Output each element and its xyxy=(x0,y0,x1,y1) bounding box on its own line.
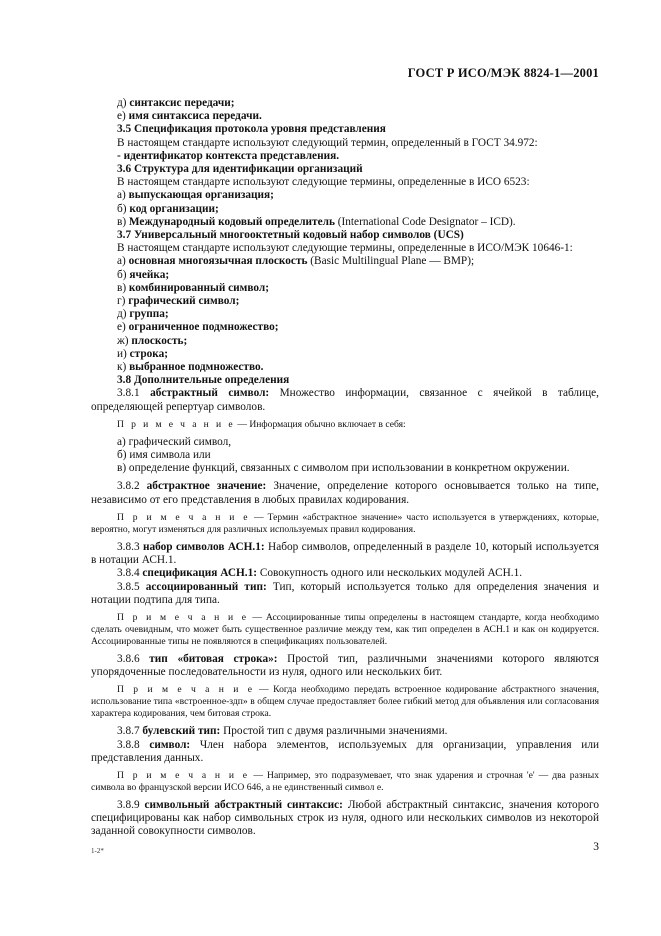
definition-3-8-5: 3.8.5 ассоциированный тип: Тип, который используется только для определения значения и нотации подтипа для типа. xyxy=(91,580,599,606)
print-mark: 1-2* xyxy=(91,847,104,855)
list-item: к) выбранное подмножество. xyxy=(117,361,264,374)
term-item: - идентификатор контекста представления. xyxy=(117,149,340,162)
list-item: в) Международный кодовый определитель (International Code Designator – ICD). xyxy=(117,215,516,228)
list-item: а) графический символ, xyxy=(117,435,232,448)
list-item: д) группа; xyxy=(117,308,169,321)
paragraph: В настоящем стандарте используют следующие термины, определенные в ИСО/МЭК 10646-1: xyxy=(117,242,573,255)
note: П р и м е ч а н и е — Термин «абстрактное значение» часто используется в утверждениях, которые, вероятно, могут изменяться для различных используемых правил кодирования. xyxy=(91,511,599,535)
document-body xyxy=(91,97,599,839)
list-item: е) имя синтаксиса передачи. xyxy=(117,110,262,123)
list-item: д) синтаксис передачи; xyxy=(117,97,235,109)
list-item: а) выпускающая организация; xyxy=(117,189,274,202)
list-item: г) графический символ; xyxy=(117,295,240,308)
definition-3-8-7: 3.8.7 булевский тип: Простой тип с двумя различными значениями. xyxy=(117,725,448,738)
section-heading: 3.5 Спецификация протокола уровня представления xyxy=(117,123,386,136)
note: П р и м е ч а н и е — Информация обычно включает в себя: xyxy=(117,418,406,430)
definition-3-8-8: 3.8.8 символ: Член набора элементов, используемых для организации, управления или представления данных. xyxy=(91,738,600,764)
list-item: и) строка; xyxy=(117,347,169,360)
list-item: б) ячейка; xyxy=(117,268,170,281)
definition-3-8-9: 3.8.9 символьный абстрактный синтаксис: Любой абстрактный синтаксис, значения которого специфицированы как набор символьных строк из нуля, одного или нескольких символов из некоторой заданной совокупности символов. xyxy=(91,798,600,838)
list-item: е) ограниченное подмножество; xyxy=(117,321,279,334)
section-heading: 3.6 Структура для идентификации организаций xyxy=(117,163,363,176)
list-item: в) комбинированный символ; xyxy=(117,281,269,294)
note: П р и м е ч а н и е — Когда необходимо передать встроенное кодирование абстрактного значения, использование типа «встроенное-здп» в общем случае предоставляет более гибкий метод для объявления или согласования характера кодирования, чем битовая строка. xyxy=(91,684,600,720)
note: П р и м е ч а н и е — Например, это подразумевает, что знак ударения и строчная 'е' — два разных символа во французской версии ИСО 646, а не единственный символ е. xyxy=(91,769,599,793)
definition-3-8-3: 3.8.3 набор символов АСН.1: Набор символов, определенный в разделе 10, который используется в нотации АСН.1. xyxy=(91,540,599,567)
document-header: ГОСТ Р ИСО/МЭК 8824-1—2001 xyxy=(407,66,599,80)
paragraph: В настоящем стандарте используют следующие термины, определенные в ИСО 6523: xyxy=(117,176,530,189)
page-number: 3 xyxy=(593,841,599,853)
definition-3-8-2: 3.8.2 абстрактное значение: Значение, определение которого основывается только на типе, независимо от его представления в любых правилах кодирования. xyxy=(91,480,599,506)
section-heading: 3.7 Универсальный многооктетный кодовый набор символов (UCS) xyxy=(117,229,464,242)
list-item: а) основная многоязычная плоскость (Basic Multilingual Plane — BMP); xyxy=(117,255,475,268)
definition-3-8-4: 3.8.4 спецификация АСН.1: Совокупность одного или нескольких модулей АСН.1. xyxy=(117,567,523,580)
definition-3-8-6: 3.8.6 тип «битовая строка»: Простой тип, различными значениями которого являются упорядоченные последовательности из нуля, одного или нескольких бит. xyxy=(91,652,599,679)
note: П р и м е ч а н и е — Ассоциированные типы определены в настоящем стандарте, когда необходимо сделать очевидным, что может быть существенное различие между тем, как тип определен в АСН.1 и как он кодируется. Ассоциированные типы не появляются в спецификациях пользователей. xyxy=(91,611,600,647)
section-heading: 3.8 Дополнительные определения xyxy=(117,374,290,387)
list-item: ж) плоскость; xyxy=(117,334,188,347)
definition-3-8-1: 3.8.1 абстрактный символ: Множество информации, связанное с ячейкой в таблице, определяющей репертуар символов. xyxy=(91,387,599,413)
list-item: б) имя символа или xyxy=(117,449,211,462)
paragraph: В настоящем стандарте используют следующий термин, определенный в ГОСТ 34.972: xyxy=(117,136,538,149)
list-item: в) определение функций, связанных с символом при использовании в конкретном окружении. xyxy=(117,462,570,475)
list-item: б) код организации; xyxy=(117,202,219,215)
